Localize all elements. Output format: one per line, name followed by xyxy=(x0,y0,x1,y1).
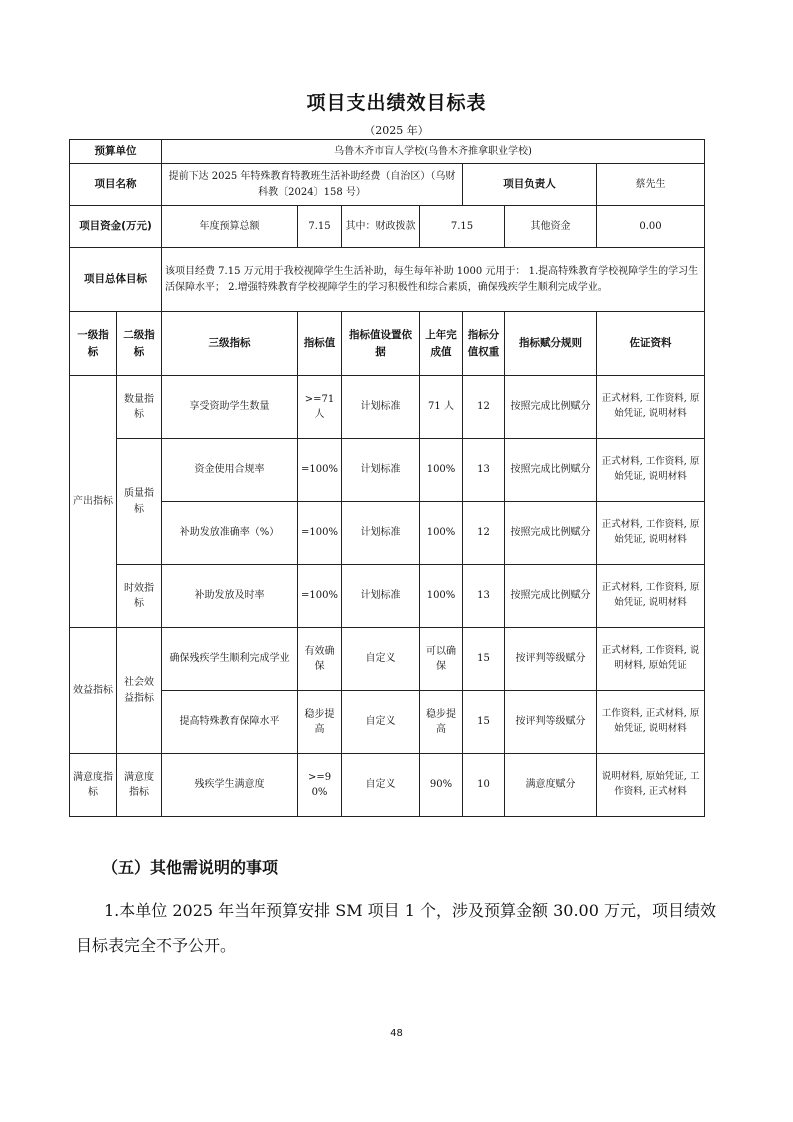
project-name-value: 提前下达 2025 年特殊教育特教班生活补助经费（自治区）（乌财科教〔2024〕158 号） xyxy=(162,164,463,206)
annual-value: 7.15 xyxy=(298,206,342,248)
level2-timeliness: 时效指标 xyxy=(117,565,162,628)
indicator-name: 资金使用合规率 xyxy=(162,439,298,502)
indicator-basis: 计划标准 xyxy=(342,502,420,565)
evidence: 正式材料, 工作资料, 原始凭证, 说明材料 xyxy=(597,439,705,502)
table-row xyxy=(70,691,705,754)
col-header-level3: 三级指标 xyxy=(162,312,298,376)
indicator-basis: 计划标准 xyxy=(342,376,420,439)
scoring-rule: 按照完成比例赋分 xyxy=(505,565,597,628)
evidence: 正式材料, 工作资料, 说明材料, 原始凭证 xyxy=(597,628,705,691)
level1-satisfaction: 满意度指标 xyxy=(70,754,117,817)
indicator-value: =100% xyxy=(298,502,342,565)
level2-satisfaction: 满意度指标 xyxy=(117,754,162,817)
indicator-basis: 计划标准 xyxy=(342,439,420,502)
last-year-value: 100% xyxy=(420,565,463,628)
indicator-weight: 12 xyxy=(463,376,505,439)
last-year-value: 100% xyxy=(420,502,463,565)
level2-social-benefit: 社会效益指标 xyxy=(117,628,162,754)
table-row xyxy=(70,565,705,628)
project-name-label: 项目名称 xyxy=(70,164,162,206)
indicator-value: >=90% xyxy=(298,754,342,817)
other-value: 0.00 xyxy=(597,206,705,248)
other-label: 其他资金 xyxy=(505,206,597,248)
indicator-basis: 计划标准 xyxy=(342,565,420,628)
table-row xyxy=(70,439,705,502)
scoring-rule: 按评判等级赋分 xyxy=(505,691,597,754)
page-number: 48 xyxy=(390,1028,403,1039)
fiscal-value: 7.15 xyxy=(420,206,505,248)
col-header-level1: 一级指标 xyxy=(70,312,117,376)
col-header-basis: 指标值设置依据 xyxy=(342,312,420,376)
table-row xyxy=(70,502,705,565)
scoring-rule: 按照完成比例赋分 xyxy=(505,502,597,565)
level1-output: 产出指标 xyxy=(70,376,117,628)
unit-value: 乌鲁木齐市盲人学校(乌鲁木齐推拿职业学校) xyxy=(162,140,705,164)
col-header-value: 指标值 xyxy=(298,312,342,376)
body-paragraph: 1.本单位 2025 年当年预算安排 SM 项目 1 个，涉及预算金额 30.00 万元，项目绩效目标表完全不予公开。 xyxy=(76,901,717,955)
indicator-value: 稳步提高 xyxy=(298,691,342,754)
evidence: 正式材料, 工作资料, 原始凭证, 说明材料 xyxy=(597,565,705,628)
last-year-value: 100% xyxy=(420,439,463,502)
indicator-name: 残疾学生满意度 xyxy=(162,754,298,817)
indicator-basis: 自定义 xyxy=(342,691,420,754)
indicator-value: >=71 人 xyxy=(298,376,342,439)
scoring-rule: 按评判等级赋分 xyxy=(505,628,597,691)
indicator-basis: 自定义 xyxy=(342,754,420,817)
year-subtitle: （2025 年） xyxy=(364,124,429,137)
last-year-value: 71 人 xyxy=(420,376,463,439)
col-header-weight: 指标分值权重 xyxy=(463,312,505,376)
level2-quantity: 数量指标 xyxy=(117,376,162,439)
col-header-evidence: 佐证资料 xyxy=(597,312,705,376)
scoring-rule: 按照完成比例赋分 xyxy=(505,439,597,502)
goal-value: 该项目经费 7.15 万元用于我校视障学生生活补助，每生每年补助 1000 元用于： 1.提高特殊教育学校视障学生的学习生活保障水平； 2.增强特殊教育学校视障学生的学习积极性和综合素质，确保残疾学生顺利完成学业。 xyxy=(162,248,705,312)
table-row xyxy=(70,754,705,817)
indicator-weight: 15 xyxy=(463,691,505,754)
evidence: 说明材料, 原始凭证, 工作资料, 正式材料 xyxy=(597,754,705,817)
unit-label: 预算单位 xyxy=(70,140,162,164)
indicator-weight: 13 xyxy=(463,565,505,628)
fiscal-label: 其中：财政拨款 xyxy=(342,206,420,248)
indicator-name: 补助发放准确率（%） xyxy=(162,502,298,565)
evidence: 正式材料, 工作资料, 原始凭证, 说明材料 xyxy=(597,376,705,439)
annual-label: 年度预算总额 xyxy=(162,206,298,248)
indicator-name: 补助发放及时率 xyxy=(162,565,298,628)
indicator-name: 确保残疾学生顺利完成学业 xyxy=(162,628,298,691)
section-heading: （五）其他需说明的事项 xyxy=(102,858,279,877)
indicator-value: =100% xyxy=(298,565,342,628)
owner-label: 项目负责人 xyxy=(463,164,597,206)
indicator-name: 享受资助学生数量 xyxy=(162,376,298,439)
indicator-name: 提高特殊教育保障水平 xyxy=(162,691,298,754)
table-row xyxy=(70,376,705,439)
indicator-value: 有效确保 xyxy=(298,628,342,691)
indicator-weight: 10 xyxy=(463,754,505,817)
last-year-value: 稳步提高 xyxy=(420,691,463,754)
evidence: 正式材料, 工作资料, 原始凭证, 说明材料 xyxy=(597,502,705,565)
page-title: 项目支出绩效目标表 xyxy=(306,92,487,114)
indicator-weight: 15 xyxy=(463,628,505,691)
goal-label: 项目总体目标 xyxy=(70,248,162,312)
indicator-value: =100% xyxy=(298,439,342,502)
last-year-value: 可以确保 xyxy=(420,628,463,691)
level1-benefit: 效益指标 xyxy=(70,628,117,754)
col-header-level2: 二级指标 xyxy=(117,312,162,376)
col-header-rule: 指标赋分规则 xyxy=(505,312,597,376)
indicator-weight: 13 xyxy=(463,439,505,502)
col-header-last-year: 上年完成值 xyxy=(420,312,463,376)
scoring-rule: 按照完成比例赋分 xyxy=(505,376,597,439)
owner-value: 蔡先生 xyxy=(597,164,705,206)
last-year-value: 90% xyxy=(420,754,463,817)
level2-quality: 质量指标 xyxy=(117,439,162,565)
scoring-rule: 满意度赋分 xyxy=(505,754,597,817)
indicator-basis: 自定义 xyxy=(342,628,420,691)
table-row xyxy=(70,628,705,691)
funds-label: 项目资金(万元) xyxy=(70,206,162,248)
evidence: 工作资料, 正式材料, 原始凭证, 说明材料 xyxy=(597,691,705,754)
performance-target-table xyxy=(69,139,705,817)
indicator-weight: 12 xyxy=(463,502,505,565)
